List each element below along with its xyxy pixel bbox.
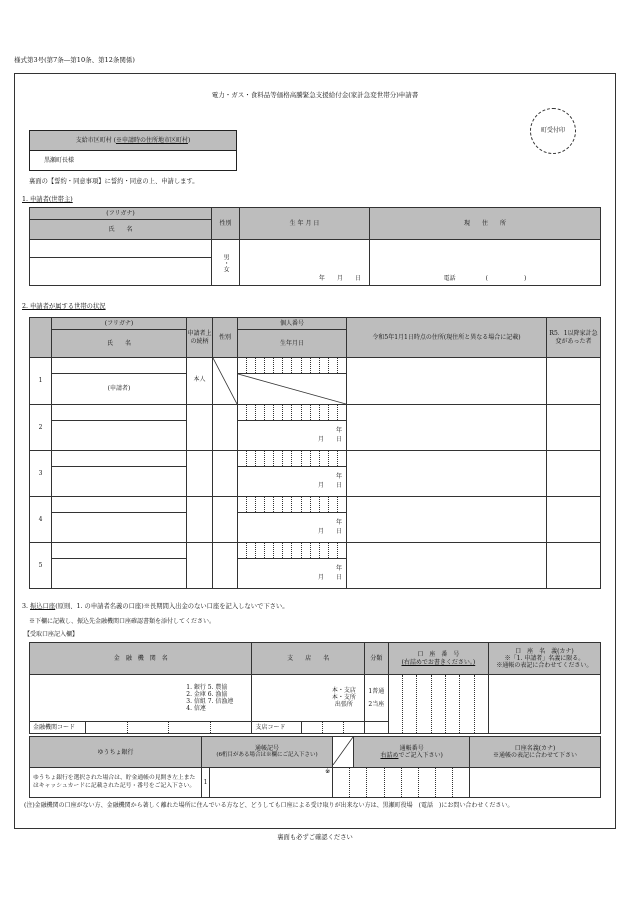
member-income-change[interactable] (547, 497, 601, 543)
passbook-no-header: 通帳番号 右詰めでご記入下さい) (354, 737, 470, 768)
section3-title: 3. 振込口座(原則、1. の申請者名義の口座)※長期間入出金のない口座を記入しないで下さい。 (22, 603, 289, 610)
member-birthdate-slashed (238, 374, 347, 405)
member-relation[interactable]: 本人 (187, 358, 213, 405)
member-income-change[interactable] (547, 405, 601, 451)
yucho-table (29, 736, 601, 798)
type-header: 分類 (364, 643, 388, 675)
birth-header: 生 年 月 日 (240, 208, 370, 240)
member-jan1-address[interactable] (347, 451, 547, 497)
row-number: 4 (30, 497, 52, 543)
jan1-address-header: 令和5年1月1日時点の住所(現住所と異なる場合に記載) (347, 318, 547, 358)
account-box-title: 【受取口座記入欄】 (24, 631, 79, 638)
member-income-change[interactable] (547, 358, 601, 405)
passbook-mark-header: 通帳記号 (6桁目がある場合は※欄にご記入下さい) (202, 737, 333, 768)
member-id-number-input[interactable] (238, 358, 347, 374)
account-number-input[interactable] (388, 675, 488, 734)
address-header: 現 住 所 (370, 208, 601, 240)
household-table (29, 317, 601, 589)
member-relation[interactable] (187, 497, 213, 543)
member-relation[interactable] (187, 543, 213, 589)
agreement-text: 裏面の【誓約・同意事項】に誓約・同意の上、申請します。 (29, 178, 199, 185)
member-name-input[interactable] (52, 467, 187, 497)
income-change-header: R5．1以降家計急変があった者 (547, 318, 601, 358)
member-furigana-input[interactable] (52, 451, 187, 467)
member-gender[interactable] (213, 497, 238, 543)
stamp-label: 町受付印 (540, 127, 565, 135)
reception-stamp-area (530, 108, 576, 154)
row-number: 1 (30, 358, 52, 405)
member-id-number-input[interactable] (238, 451, 347, 467)
household-row (30, 405, 601, 421)
member-gender[interactable] (213, 358, 238, 405)
branch-header: 支 店 名 (252, 643, 364, 675)
yucho-holder-input[interactable] (470, 768, 601, 798)
form-number: 様式第3号(第7条―第10条、第12条関係) (14, 56, 135, 64)
member-gender[interactable] (213, 451, 238, 497)
row-number: 2 (30, 405, 52, 451)
slash-mark (333, 737, 353, 765)
section3-note: ※下欄に記載し、振込先金融機関口座確認書類を添付してください。 (29, 618, 216, 625)
yucho-holder-header: 口座名義(カナ) ※通帳の表記に合わせて下さい (470, 737, 601, 768)
member-birthdate-input[interactable]: 年 月 日 (238, 513, 347, 543)
name-header: 氏 名 (30, 220, 212, 240)
addressee-header: 支給市区町村 (※申請時の住所地市区町村) (30, 131, 236, 151)
section2-title: 2. 申請者が属する世帯の状況 (22, 303, 106, 310)
applicant-birthdate[interactable]: 年 月 日 (240, 240, 370, 286)
member-furigana-input[interactable] (52, 405, 187, 421)
member-name-input[interactable] (52, 421, 187, 451)
applicant-table (29, 207, 601, 286)
member-relation[interactable] (187, 451, 213, 497)
row-number: 3 (30, 451, 52, 497)
section1-title: 1. 申請者(世帯主) (22, 196, 73, 203)
footnote: (注)金融機関の口座がない方、金融機関から著しく離れた場所に住んでいる方など、どうしても口座による受け取りが出来ない方は、黒瀬町役場 (電話 )にお問い合わせください。 (24, 802, 514, 809)
account-holder-header: 口 座 名 義(カナ) ※「1. 申請者」名義に限る。 ※通帳の表記に合わせてください。 (488, 643, 600, 675)
form-title: 電力・ガス・食料品等価格高騰緊急支援給付金(家計急変世帯分)申請書 (211, 91, 419, 99)
addressee-box (29, 130, 237, 171)
member-income-change[interactable] (547, 451, 601, 497)
bank-account-table (29, 642, 601, 734)
slash-mark (213, 358, 237, 404)
bank-type-select[interactable]: 1. 銀行 5. 農協 2. 金庫 6. 漁協 3. 信組 7. 信漁連 4. 信連 (30, 675, 252, 722)
id-number-header: 個人番号 (238, 318, 347, 330)
member-name-input[interactable] (52, 559, 187, 589)
bank-code-label: 金融機関コード (30, 721, 86, 733)
birthdate-header: 生年月日 (238, 330, 347, 358)
account-holder-input[interactable] (488, 675, 600, 734)
passbook-number-input[interactable] (333, 768, 470, 798)
hh-furigana-header: (フリガナ) (52, 318, 187, 330)
member-relation[interactable] (187, 405, 213, 451)
addressee-name: 黒瀬町長様 (44, 157, 75, 164)
applicant-furigana-input[interactable] (30, 240, 212, 258)
member-name-input[interactable]: (申請者) (52, 374, 187, 405)
member-name-input[interactable] (52, 513, 187, 543)
hh-gender-header: 性別 (213, 318, 238, 358)
member-birthdate-input[interactable]: 年 月 日 (238, 421, 347, 451)
slash-cell (333, 737, 354, 768)
member-jan1-address[interactable] (347, 497, 547, 543)
member-birthdate-input[interactable]: 年 月 日 (238, 559, 347, 589)
member-gender[interactable] (213, 405, 238, 451)
household-row (30, 543, 601, 559)
member-gender[interactable] (213, 543, 238, 589)
no-header (30, 318, 52, 358)
household-row (30, 451, 601, 467)
yucho-header: ゆうちょ銀行 (30, 737, 202, 768)
passbook-no-sub: 右詰めでご記入下さい) (380, 752, 443, 760)
account-type-select[interactable]: 1普通 2当座 (364, 675, 388, 722)
member-jan1-address[interactable] (347, 405, 547, 451)
passbook-mark-prefix: 1 (202, 768, 210, 798)
yucho-note: ゆうちょ銀行を選択された場合は、貯金通帳の見開き左上またはキャッシュカードに記載された記号・番号をご記入下さい。 (30, 768, 202, 798)
branch-type-select[interactable]: 本・支店 本・支所 出張所 (252, 675, 364, 722)
member-income-change[interactable] (547, 543, 601, 589)
member-id-number-input[interactable] (238, 405, 347, 421)
footer-text: 裏面も必ずご確認ください (277, 834, 353, 841)
branch-code-label: 支店コード (252, 721, 302, 733)
member-id-number-input[interactable] (238, 497, 347, 513)
member-jan1-address[interactable] (347, 358, 547, 405)
household-row (30, 497, 601, 513)
member-jan1-address[interactable] (347, 543, 547, 589)
slash-mark (238, 374, 346, 404)
gender-header: 性別 (212, 208, 240, 240)
relation-header: 申請者上の続柄 (187, 318, 213, 358)
member-furigana-input[interactable] (52, 543, 187, 559)
hh-name-header: 氏 名 (52, 330, 187, 358)
passbook-mark-input[interactable]: ※ (210, 768, 333, 798)
bank-code-input[interactable] (86, 721, 252, 733)
furigana-header: (フリガナ) (30, 208, 212, 220)
row-number: 5 (30, 543, 52, 589)
household-row (30, 358, 601, 374)
bank-name-header: 金 融 機 関 名 (30, 643, 252, 675)
applicant-gender[interactable]: 男・女 (212, 240, 240, 286)
branch-code-input[interactable] (302, 721, 364, 733)
member-furigana-input[interactable] (52, 358, 187, 374)
account-no-header: 口 座 番 号 (右詰めでお書きください。) (388, 643, 488, 675)
member-furigana-input[interactable] (52, 497, 187, 513)
member-id-number-input[interactable] (238, 543, 347, 559)
member-birthdate-input[interactable]: 年 月 日 (238, 467, 347, 497)
applicant-name-input[interactable] (30, 258, 212, 286)
type-blank (364, 721, 388, 733)
applicant-address[interactable]: 電話 ( ) (370, 240, 601, 286)
